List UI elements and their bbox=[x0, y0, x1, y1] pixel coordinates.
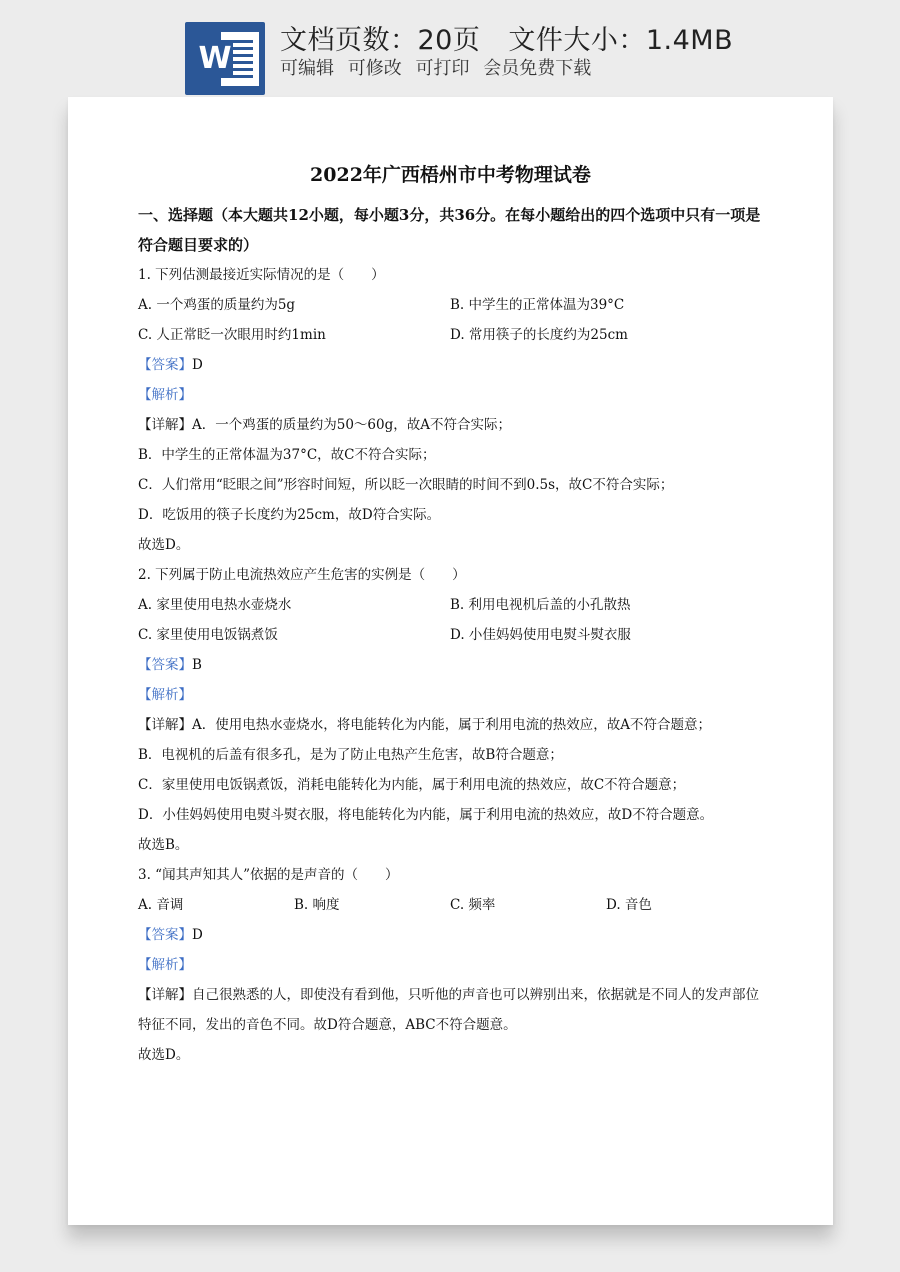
option-c: C. 人正常眨一次眼用时约1min bbox=[138, 327, 326, 343]
question-2-options-row-2 bbox=[138, 620, 763, 650]
page-count: 文档页数：20页 bbox=[280, 25, 481, 56]
document-title: 2022年广西梧州市中考物理试卷 bbox=[310, 164, 591, 186]
question-1-analysis bbox=[138, 380, 763, 410]
question-2-answer bbox=[138, 650, 763, 680]
question-3-answer bbox=[138, 920, 763, 950]
question-1-answer bbox=[138, 350, 763, 380]
question-2-detail-3: C．家里使用电饭锅煮饭，消耗电能转化为内能，属于利用电流的热效应，故C不符合题意； bbox=[138, 777, 686, 793]
feature-member-download: 会员免费下载 bbox=[483, 58, 592, 79]
question-2-stem: 2. 下列属于防止电流热效应产生危害的实例是（ ） bbox=[138, 567, 466, 583]
detail-text: 自己很熟悉的人，即使没有看到他，只听他的声音也可以辨别出来，依据就是不同人的发声部位特征不同，发出的音色不同。故D符合题意，ABC不符合题意。 bbox=[138, 987, 759, 1033]
feature-editable: 可编辑 bbox=[280, 58, 334, 79]
detail-tag: 【详解】 bbox=[138, 417, 192, 433]
detail-text: A．一个鸡蛋的质量约为50～60g，故A不符合实际； bbox=[192, 417, 511, 433]
question-3-detail bbox=[138, 980, 763, 1040]
option-a: A. 一个鸡蛋的质量约为5g bbox=[138, 297, 296, 313]
option-d: D. 音色 bbox=[606, 897, 652, 913]
answer-tag: 【答案】 bbox=[138, 927, 192, 943]
question-2-detail-1 bbox=[138, 710, 763, 740]
detail-tag: 【详解】 bbox=[138, 987, 192, 1003]
question-2-detail-2: B．电视机的后盖有很多孔，是为了防止电热产生危害，故B符合题意； bbox=[138, 747, 563, 763]
download-banner bbox=[0, 0, 900, 110]
file-info bbox=[280, 18, 733, 57]
question-2-analysis bbox=[138, 680, 763, 710]
question-1-options-row-2 bbox=[138, 320, 763, 350]
answer-tag: 【答案】 bbox=[138, 357, 192, 373]
feature-modifiable: 可修改 bbox=[347, 58, 402, 79]
answer-value: D bbox=[192, 357, 203, 373]
question-2-options-row-1 bbox=[138, 590, 763, 620]
option-b: B. 响度 bbox=[294, 897, 340, 913]
option-a: A. 家里使用电热水壶烧水 bbox=[138, 597, 292, 613]
feature-list bbox=[280, 54, 599, 80]
file-size: 文件大小：1.4MB bbox=[508, 25, 734, 56]
option-d: D. 常用筷子的长度约为25cm bbox=[450, 327, 628, 343]
question-1-detail-1 bbox=[138, 410, 763, 440]
word-letter: W bbox=[198, 41, 232, 76]
analysis-tag: 【解析】 bbox=[138, 957, 192, 973]
option-d: D. 小佳妈妈使用电熨斗熨衣服 bbox=[450, 627, 631, 643]
analysis-tag: 【解析】 bbox=[138, 387, 192, 403]
question-3-options-row bbox=[138, 890, 763, 920]
question-1-detail-3: C．人们常用“眨眼之间”形容时间短，所以眨一次眼睛的时间不到0.5s，故C不符合实际； bbox=[138, 477, 674, 493]
feature-printable: 可打印 bbox=[415, 58, 470, 79]
document-page bbox=[68, 97, 833, 1225]
word-document-icon bbox=[185, 22, 265, 95]
option-b: B. 中学生的正常体温为39°C bbox=[450, 297, 625, 313]
question-1-options-row-1 bbox=[138, 290, 763, 320]
option-c: C. 家里使用电饭锅煮饭 bbox=[138, 627, 278, 643]
question-2-conclusion: 故选B。 bbox=[138, 837, 189, 853]
question-2-detail-4: D．小佳妈妈使用电熨斗熨衣服，将电能转化为内能，属于利用电流的热效应，故D不符合题意。 bbox=[138, 807, 714, 823]
question-3-stem: 3. “闻其声知其人”依据的是声音的（ ） bbox=[138, 867, 399, 883]
section-heading: 一、选择题（本大题共12小题，每小题3分，共36分。在每小题给出的四个选项中只有一项是符合题目要求的） bbox=[138, 206, 761, 254]
option-a: A. 音调 bbox=[138, 897, 184, 913]
option-b: B. 利用电视机后盖的小孔散热 bbox=[450, 597, 631, 613]
question-3-analysis bbox=[138, 950, 763, 980]
question-1-detail-2: B．中学生的正常体温为37°C，故C不符合实际； bbox=[138, 447, 436, 463]
answer-value: D bbox=[192, 927, 203, 943]
question-1-conclusion: 故选D。 bbox=[138, 537, 190, 553]
question-1-detail-4: D．吃饭用的筷子长度约为25cm，故D符合实际。 bbox=[138, 507, 441, 523]
question-3-conclusion: 故选D。 bbox=[138, 1047, 190, 1063]
question-1-stem: 1. 下列估测最接近实际情况的是（ ） bbox=[138, 267, 385, 283]
detail-tag: 【详解】 bbox=[138, 717, 192, 733]
answer-tag: 【答案】 bbox=[138, 657, 192, 673]
answer-value: B bbox=[192, 657, 202, 673]
analysis-tag: 【解析】 bbox=[138, 687, 192, 703]
option-c: C. 频率 bbox=[450, 897, 496, 913]
detail-text: A．使用电热水壶烧水，将电能转化为内能，属于利用电流的热效应，故A不符合题意； bbox=[192, 717, 711, 733]
page-content bbox=[138, 163, 763, 1070]
